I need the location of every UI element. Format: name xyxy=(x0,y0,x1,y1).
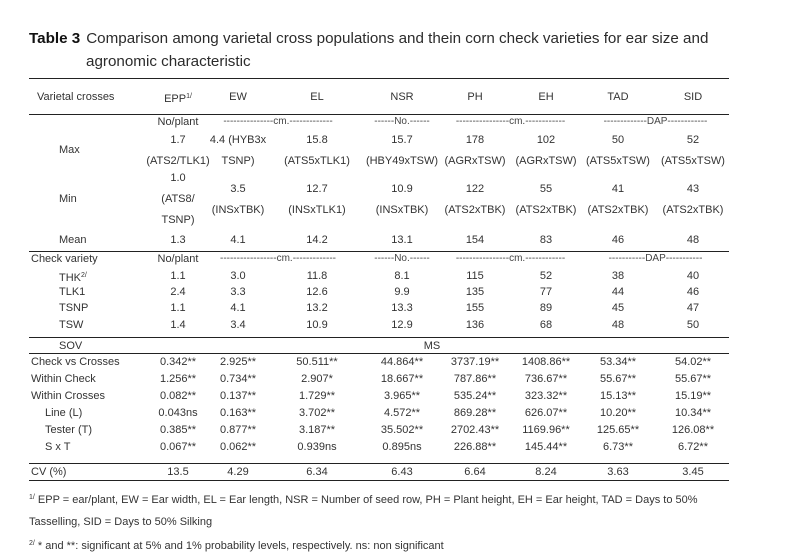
check-tsnp-eh: 89 xyxy=(539,302,553,314)
table-top-rule xyxy=(29,78,729,79)
footnote-1: $^{1/}$ EPP = ear/plant, EW = Ear width, EL = Ear length, NSR = Number of seed row, PH = Plant height, EH = Ear height, TAD = Days to 50% xyxy=(29,494,698,506)
caption-line-2: agronomic characteristic xyxy=(86,53,251,70)
cv-epp: 13.5 xyxy=(167,466,189,478)
min-eh-source: (ATS2xTBK) xyxy=(515,204,577,216)
max-ph-source: (AGRxTSW) xyxy=(444,155,506,167)
cv-ew: 4.29 xyxy=(227,466,249,478)
max-ew-source: TSNP) xyxy=(221,155,255,167)
cv-sid: 3.45 xyxy=(682,466,704,478)
sov-s-x-t-epp: 0.067** xyxy=(159,441,197,453)
check-tlk1-ph: 135 xyxy=(465,286,485,298)
check-name-tsnp: TSNP xyxy=(59,302,89,314)
check-tlk1-el: 12.6 xyxy=(306,286,328,298)
check-unit-epp: No/plant xyxy=(157,253,199,265)
sov-within-check-tad: 55.67** xyxy=(599,373,637,385)
min-el-source: (INSxTLK1) xyxy=(288,204,346,216)
row-max-label: Max xyxy=(59,144,80,156)
check-tsw-sid: 50 xyxy=(686,319,700,331)
header-varietal-crosses: Varietal crosses xyxy=(37,91,115,103)
check-thk-el: 11.8 xyxy=(306,270,328,282)
footnotes xyxy=(29,487,759,557)
max-epp: 1.7 xyxy=(170,134,186,146)
header-tad: TAD xyxy=(607,91,629,103)
check-tsw-el: 10.9 xyxy=(306,319,328,331)
min-ew: 3.5 xyxy=(230,183,246,195)
min-epp-source-2: TSNP) xyxy=(161,214,195,226)
sov-check-vs-crosses-el: 50.511** xyxy=(296,356,338,368)
unit-no-nsr: ------No.------ xyxy=(374,116,430,127)
sov-tester-t-epp: 0.385** xyxy=(159,424,197,436)
mean-ew: 4.1 xyxy=(230,234,246,246)
sov-check-vs-crosses-ph: 3737.19** xyxy=(450,356,500,368)
sov-tester-t-tad: 125.65** xyxy=(596,424,640,436)
min-nsr-source: (INSxTBK) xyxy=(375,204,429,216)
check-name-thk: $THK^{2/}$ xyxy=(59,272,87,284)
sov-name-line-l: Line (L) xyxy=(45,407,83,419)
mean-ph: 154 xyxy=(465,234,485,246)
sov-tester-t-nsr: 35.502** xyxy=(380,424,424,436)
sov-tester-t-ph: 2702.43** xyxy=(450,424,500,436)
caption-line-1: Comparison among varietal cross populations and thein corn check varieties for ear size and xyxy=(86,30,709,47)
table-bottom-rule xyxy=(29,480,729,481)
check-unit-no: ------No.------ xyxy=(374,253,430,264)
sov-within-check-ew: 0.734** xyxy=(219,373,257,385)
min-el: 12.7 xyxy=(306,183,328,195)
max-ew: 4.4 (HYB3x xyxy=(209,134,267,146)
sov-name-s-x-t: S x T xyxy=(45,441,71,453)
cv-eh: 8.24 xyxy=(535,466,557,478)
check-tsw-ew: 3.4 xyxy=(230,319,246,331)
sov-name-check-vs-crosses: Check vs Crosses xyxy=(31,356,120,368)
min-ew-source: (INSxTBK) xyxy=(211,204,265,216)
sov-line-l-ew: 0.163** xyxy=(219,407,257,419)
sov-check-vs-crosses-tad: 53.34** xyxy=(599,356,637,368)
mean-epp: 1.3 xyxy=(170,234,186,246)
check-tlk1-epp: 2.4 xyxy=(170,286,186,298)
sov-line-l-epp: 0.043ns xyxy=(158,407,198,419)
sov-line-l-eh: 626.07** xyxy=(524,407,568,419)
min-tad: 41 xyxy=(611,183,625,195)
check-tsnp-nsr: 13.3 xyxy=(391,302,413,314)
max-el: 15.8 xyxy=(306,134,328,146)
sov-check-vs-crosses-nsr: 44.864** xyxy=(380,356,424,368)
header-nsr: NSR xyxy=(390,91,414,103)
header-rule xyxy=(29,114,729,115)
sov-within-crosses-eh: 323.32** xyxy=(524,390,568,402)
check-tsnp-epp: 1.1 xyxy=(170,302,186,314)
min-epp: 1.0 xyxy=(170,172,186,184)
sov-check-vs-crosses-sid: 54.02** xyxy=(674,356,712,368)
check-unit-cm-a: -----------------cm.------------- xyxy=(219,253,336,264)
check-tsnp-ph: 155 xyxy=(465,302,485,314)
mean-sid: 48 xyxy=(686,234,700,246)
cv-rule xyxy=(29,463,729,464)
check-tsnp-tad: 45 xyxy=(611,302,625,314)
min-ph-source: (ATS2xTBK) xyxy=(444,204,506,216)
check-tlk1-eh: 77 xyxy=(539,286,553,298)
unit-cm-ph-eh: ----------------cm.------------ xyxy=(455,116,566,127)
max-eh-source: (AGRxTSW) xyxy=(515,155,577,167)
min-sid-source: (ATS2xTBK) xyxy=(662,204,724,216)
check-thk-eh: 52 xyxy=(539,270,553,282)
cv-el: 6.34 xyxy=(306,466,328,478)
max-sid: 52 xyxy=(686,134,700,146)
sov-tester-t-eh: 1169.96** xyxy=(522,424,570,436)
max-eh: 102 xyxy=(536,134,556,146)
sov-within-crosses-epp: 0.082** xyxy=(159,390,197,402)
sov-line-l-tad: 10.20** xyxy=(599,407,637,419)
max-epp-source: (ATS2/TLK1) xyxy=(146,155,210,167)
header-ew: EW xyxy=(229,91,247,103)
unit-cm-ew-el: ---------------cm.------------- xyxy=(223,116,333,127)
min-nsr: 10.9 xyxy=(391,183,413,195)
header-epp: $EPP^{1/}$ xyxy=(164,93,192,105)
sov-s-x-t-sid: 6.72** xyxy=(678,441,708,453)
sov-check-vs-crosses-eh: 1408.86** xyxy=(521,356,571,368)
sov-within-crosses-nsr: 3.965** xyxy=(383,390,421,402)
check-thk-tad: 38 xyxy=(611,270,625,282)
max-el-source: (ATS5xTLK1) xyxy=(284,155,350,167)
sov-within-check-el: 2.907* xyxy=(301,373,333,385)
mean-eh: 83 xyxy=(539,234,553,246)
max-tad-source: (ATS5xTSW) xyxy=(586,155,650,167)
check-tsw-epp: 1.4 xyxy=(170,319,186,331)
sov-label: SOV xyxy=(59,340,83,352)
ms-label: MS xyxy=(423,340,441,352)
mean-nsr: 13.1 xyxy=(391,234,413,246)
footnote-1b: Tasselling, SID = Days to 50% Silking xyxy=(29,516,213,528)
sov-s-x-t-ew: 0.062** xyxy=(219,441,257,453)
sov-name-within-crosses: Within Crosses xyxy=(31,390,105,402)
mean-tad: 46 xyxy=(611,234,625,246)
table-label: Table 3 xyxy=(29,30,81,47)
mean-rule xyxy=(29,251,729,252)
check-tsnp-el: 13.2 xyxy=(306,302,328,314)
sov-within-crosses-tad: 15.13** xyxy=(599,390,637,402)
sov-check-vs-crosses-ew: 2.925** xyxy=(219,356,257,368)
header-el: EL xyxy=(310,91,324,103)
sov-within-check-eh: 736.67** xyxy=(524,373,568,385)
check-tlk1-ew: 3.3 xyxy=(230,286,246,298)
check-variety-label: Check variety xyxy=(31,253,98,265)
max-tad: 50 xyxy=(611,134,625,146)
sov-line-l-el: 3.702** xyxy=(298,407,336,419)
cv-ph: 6.64 xyxy=(464,466,486,478)
cv-nsr: 6.43 xyxy=(391,466,413,478)
cv-label: CV (%) xyxy=(31,466,67,478)
mean-el: 14.2 xyxy=(306,234,328,246)
sov-check-vs-crosses-epp: 0.342** xyxy=(159,356,197,368)
unit-dap: -------------DAP------------ xyxy=(603,116,708,127)
footnote-2: $^{2/}$ * and **: significant at 5% and 1% probability levels, respectively. ns: non significant xyxy=(29,540,444,552)
sov-within-crosses-sid: 15.19** xyxy=(674,390,712,402)
sov-line-l-nsr: 4.572** xyxy=(383,407,421,419)
min-epp-source-1: (ATS8/ xyxy=(161,193,195,205)
check-tsw-ph: 136 xyxy=(465,319,485,331)
sov-s-x-t-nsr: 0.895ns xyxy=(382,441,422,453)
sov-tester-t-sid: 126.08** xyxy=(671,424,715,436)
min-tad-source: (ATS2xTBK) xyxy=(587,204,649,216)
check-tsw-eh: 68 xyxy=(539,319,553,331)
sov-name-tester-t: Tester (T) xyxy=(45,424,93,436)
max-nsr-source: (HBY49xTSW) xyxy=(365,155,439,167)
check-thk-epp: 1.1 xyxy=(170,270,186,282)
sov-within-crosses-ph: 535.24** xyxy=(453,390,497,402)
check-tsw-tad: 48 xyxy=(611,319,625,331)
check-tlk1-sid: 46 xyxy=(686,286,700,298)
sov-within-check-ph: 787.86** xyxy=(453,373,497,385)
check-name-tsw: TSW xyxy=(59,319,84,331)
check-thk-sid: 40 xyxy=(686,270,700,282)
sov-within-crosses-ew: 0.137** xyxy=(219,390,257,402)
row-mean-label: Mean xyxy=(59,234,87,246)
sov-top-rule xyxy=(29,337,729,338)
sov-s-x-t-ph: 226.88** xyxy=(453,441,497,453)
header-ph: PH xyxy=(467,91,483,103)
check-thk-ph: 115 xyxy=(466,270,484,282)
max-ph: 178 xyxy=(465,134,485,146)
check-tlk1-tad: 44 xyxy=(611,286,625,298)
check-tsnp-sid: 47 xyxy=(686,302,700,314)
check-name-tlk1: TLK1 xyxy=(59,286,86,298)
min-ph: 122 xyxy=(465,183,485,195)
sov-s-x-t-tad: 6.73** xyxy=(603,441,633,453)
check-thk-ew: 3.0 xyxy=(230,270,246,282)
min-eh: 55 xyxy=(539,183,553,195)
check-unit-dap: -----------DAP----------- xyxy=(608,253,703,264)
max-nsr: 15.7 xyxy=(391,134,413,146)
check-tlk1-nsr: 9.9 xyxy=(394,286,410,298)
check-tsnp-ew: 4.1 xyxy=(230,302,246,314)
sov-line-l-ph: 869.28** xyxy=(453,407,497,419)
sov-line-l-sid: 10.34** xyxy=(674,407,712,419)
table-caption xyxy=(29,27,749,73)
cv-tad: 3.63 xyxy=(607,466,629,478)
check-tsw-nsr: 12.9 xyxy=(391,319,413,331)
check-thk-nsr: 8.1 xyxy=(394,270,410,282)
min-sid: 43 xyxy=(686,183,700,195)
sov-bottom-rule xyxy=(29,353,729,354)
sov-within-check-nsr: 18.667** xyxy=(380,373,424,385)
header-sid: SID xyxy=(683,91,703,103)
sov-within-check-epp: 1.256** xyxy=(159,373,197,385)
check-unit-cm-b: ----------------cm.------------ xyxy=(455,253,566,264)
sov-name-within-check: Within Check xyxy=(31,373,96,385)
sov-tester-t-el: 3.187** xyxy=(298,424,336,436)
header-eh: EH xyxy=(538,91,554,103)
sov-within-check-sid: 55.67** xyxy=(674,373,712,385)
max-sid-source: (ATS5xTSW) xyxy=(661,155,725,167)
sov-within-crosses-el: 1.729** xyxy=(298,390,336,402)
sov-s-x-t-el: 0.939ns xyxy=(297,441,337,453)
row-min-label: Min xyxy=(59,193,77,205)
sov-tester-t-ew: 0.877** xyxy=(219,424,257,436)
unit-epp: No/plant xyxy=(157,116,199,128)
sov-s-x-t-eh: 145.44** xyxy=(524,441,568,453)
